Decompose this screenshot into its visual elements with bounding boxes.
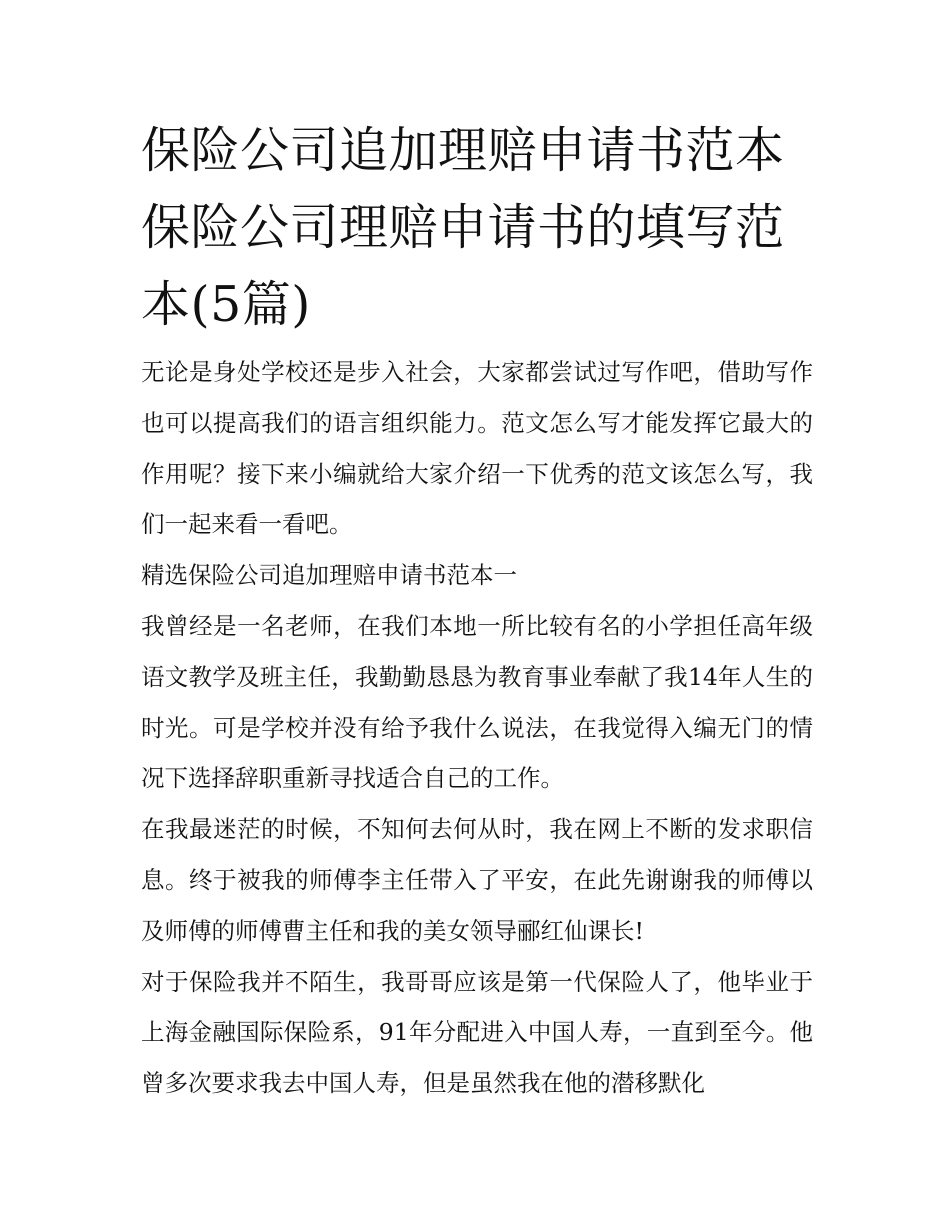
- body-paragraph: 我曾经是一名老师，在我们本地一所比较有名的小学担任高年级语文教学及班主任，我勤勤恳恳为教育事业奉献了我14年人生的时光。可是学校并没有给予我什么说法，在我觉得入编无门的情况下选择辞职重新寻找适合自己的工作。: [141, 611, 813, 793]
- intro-paragraph: 无论是身处学校还是步入社会，大家都尝试过写作吧，借助写作也可以提高我们的语言组织能力。范文怎么写才能发挥它最大的作用呢？接下来小编就给大家介绍一下优秀的范文该怎么写，我们一起来看一看吧。: [141, 358, 813, 539]
- body-paragraph: 在我最迷茫的时候，不知何去何从时，我在网上不断的发求职信息。终于被我的师傅李主任带入了平安，在此先谢谢我的师傅以及师傅的师傅曹主任和我的美女领导郦红仙课长!: [141, 815, 813, 945]
- document-title: 保险公司追加理赔申请书范本保险公司理赔申请书的填写范本(5篇): [141, 122, 785, 333]
- section-heading: 精选保险公司追加理赔申请书范本一: [141, 561, 517, 590]
- body-paragraph: 对于保险我并不陌生，我哥哥应该是第一代保险人了，他毕业于上海金融国际保险系，91年分配进入中国人寿，一直到至今。他曾多次要求我去中国人寿，但是虽然我在他的潜移默化: [141, 967, 813, 1098]
- document-body: [141, 112, 813, 1109]
